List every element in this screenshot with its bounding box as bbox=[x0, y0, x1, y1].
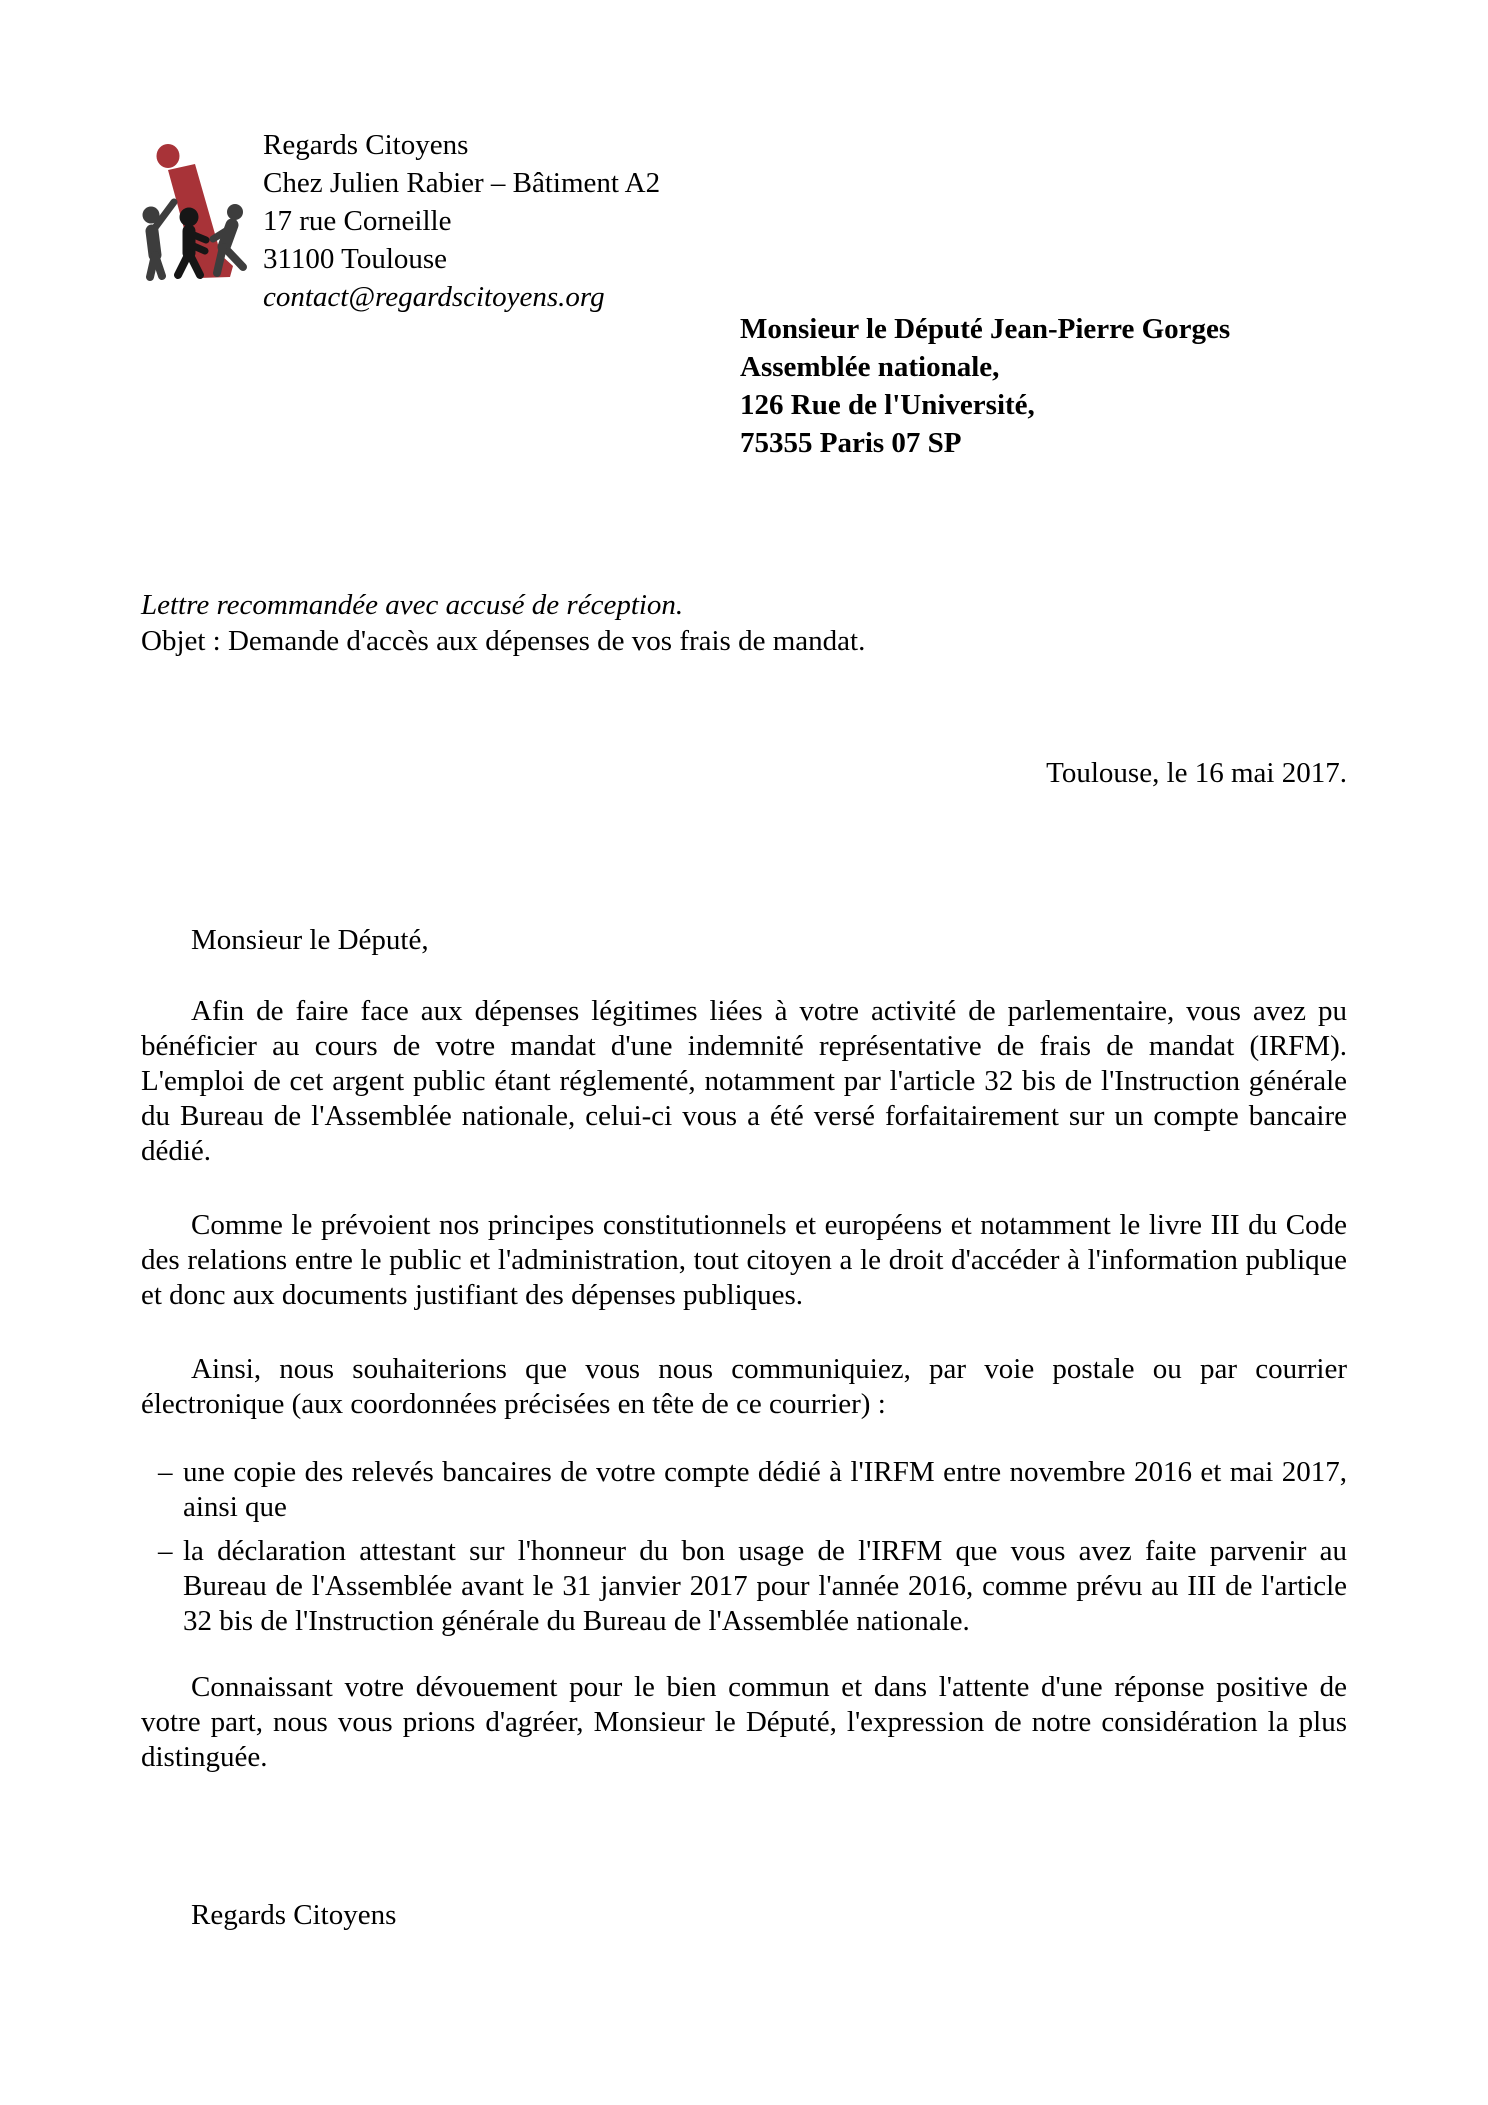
paragraph-irfm-intro: Afin de faire face aux dépenses légitimes liées à votre activité de parlementaire, vous avez pu bénéficier au cours de votre mandat d'une indemnité représentative de frais de mandat (IRFM). L'emploi de cet argent public étant réglementé, notamment par l'article 32 bis de l'Instruction générale du Bureau de l'Assemblée nationale, celui-ci vous a été versé forfaitairement sur un compte bancaire dédié. bbox=[141, 995, 1347, 1167]
letter-body bbox=[141, 923, 1347, 1933]
sender-address-line-1: Chez Julien Rabier – Bâtiment A2 bbox=[263, 167, 661, 199]
salutation: Monsieur le Député, bbox=[191, 924, 429, 956]
sender-email: contact@regardscitoyens.org bbox=[263, 281, 605, 313]
recipient-address-line-3: 75355 Paris 07 SP bbox=[740, 427, 962, 459]
request-list bbox=[141, 1455, 1347, 1639]
sender-address-block bbox=[263, 126, 660, 316]
dash-marker: – bbox=[158, 1535, 173, 1567]
sender-address-line-2: 17 rue Corneille bbox=[263, 205, 452, 237]
dateline: Toulouse, le 16 mai 2017. bbox=[1046, 757, 1347, 789]
sender-address-line-3: 31100 Toulouse bbox=[263, 243, 448, 275]
sender-name: Regards Citoyens bbox=[263, 129, 469, 161]
list-item bbox=[141, 1455, 1347, 1525]
regards-citoyens-logo-icon bbox=[137, 143, 249, 283]
list-item-text: la déclaration attestant sur l'honneur du bon usage de l'IRFM que vous avez faite parvenir au Bureau de l'Assemblée avant le 31 janvier 2017 pour l'année 2016, comme prévu au III de l'article 32 bis de l'Instruction générale du Bureau de l'Assemblée nationale. bbox=[183, 1535, 1347, 1637]
closing-paragraph: Connaissant votre dévouement pour le bien commun et dans l'attente d'une réponse positive de votre part, nous vous prions d'agréer, Monsieur le Député, l'expression de notre considération la plus distinguée. bbox=[141, 1671, 1347, 1773]
list-item bbox=[141, 1534, 1347, 1639]
paragraph-legal-basis: Comme le prévoient nos principes constitutionnels et européens et notamment le livre III du Code des relations entre le public et l'administration, tout citoyen a le droit d'accéder à l'information publique et donc aux documents justifiant des dépenses publiques. bbox=[141, 1209, 1347, 1311]
letter-meta bbox=[141, 587, 865, 659]
list-item-text: une copie des relevés bancaires de votre compte dédié à l'IRFM entre novembre 2016 et mai 2017, ainsi que bbox=[183, 1456, 1347, 1523]
recipient-address-line-1: Assemblée nationale, bbox=[740, 351, 1000, 383]
regards-citoyens-logo bbox=[137, 143, 249, 283]
signature: Regards Citoyens bbox=[191, 1899, 397, 1931]
recipient-address-block bbox=[740, 310, 1230, 462]
recipient-name: Monsieur le Député Jean-Pierre Gorges bbox=[740, 313, 1231, 345]
paragraph-request: Ainsi, nous souhaiterions que vous nous communiquiez, par voie postale ou par courrier électronique (aux coordonnées précisées en tête de ce courrier) : bbox=[141, 1353, 1347, 1420]
recipient-address-line-2: 126 Rue de l'Université, bbox=[740, 389, 1035, 421]
subject-line: Objet : Demande d'accès aux dépenses de vos frais de mandat. bbox=[141, 625, 866, 657]
dash-marker: – bbox=[158, 1456, 173, 1488]
registered-mail-notice: Lettre recommandée avec accusé de réception. bbox=[141, 589, 684, 621]
